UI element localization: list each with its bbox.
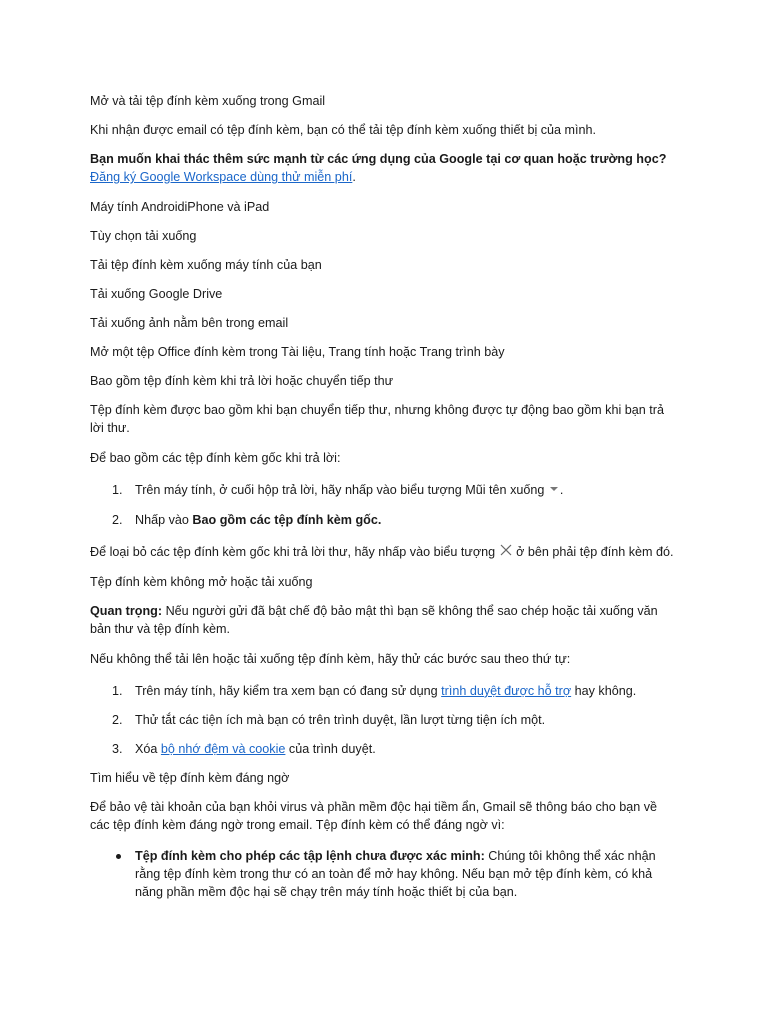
- step-number: 1.: [112, 483, 123, 497]
- include-heading: Bao gồm tệp đính kèm khi trả lời hoặc chuyển tiếp thư: [90, 374, 394, 388]
- troubleshoot-intro: Nếu không thể tải lên hoặc tải xuống tệp đính kèm, hãy thử các bước sau theo thứ tự:: [90, 651, 571, 666]
- list-item: [90, 711, 680, 729]
- cache-cookies-link[interactable]: bộ nhớ đệm và cookie: [160, 741, 286, 756]
- intro-paragraph: Khi nhận được email có tệp đính kèm, bạn có thể tải tệp đính kèm xuống thiết bị của mình.: [90, 123, 597, 137]
- step-text: Nhấp vào: [135, 512, 193, 527]
- bullet-icon: [116, 854, 121, 859]
- list-item: [90, 511, 680, 529]
- remove-text: Để loại bỏ các tệp đính kèm gốc khi trả lời thư, hãy nhấp vào biểu tượng: [90, 544, 496, 559]
- step-text: Thử tắt các tiện ích mà bạn có trên trình duyệt, lần lượt từng tiện ích một.: [135, 712, 546, 727]
- step-end: của trình duyệt.: [285, 741, 376, 756]
- important-label: Quan trọng:: [90, 603, 163, 618]
- devices-tabs-text: Máy tính AndroidiPhone và iPad: [90, 200, 270, 214]
- workspace-trial-link[interactable]: Đăng ký Google Workspace dùng thử miễn phí: [90, 170, 353, 184]
- troubleshoot-steps-list: [90, 682, 680, 758]
- promo-bold-text: Bạn muốn khai thác thêm sức mạnh từ các ứng dụng của Google tại cơ quan hoặc trường học?: [90, 152, 667, 166]
- suspicious-heading: Tìm hiểu về tệp đính kèm đáng ngờ: [90, 770, 290, 785]
- close-icon: [499, 543, 513, 562]
- include-steps-list: [90, 481, 680, 529]
- page-title: Mở và tải tệp đính kèm xuống trong Gmail: [90, 94, 326, 108]
- download-options-heading: Tùy chọn tải xuống: [90, 229, 197, 243]
- download-drive-heading: Tải xuống Google Drive: [90, 287, 223, 301]
- step-end: hay không.: [571, 683, 637, 698]
- remove-paragraph: [90, 543, 680, 562]
- list-item: [90, 740, 680, 758]
- step-end: .: [559, 483, 564, 497]
- step-text: Trên máy tính, hãy kiểm tra xem bạn có đang sử dụng: [135, 683, 442, 698]
- step-text: Xóa: [135, 741, 161, 756]
- remove-text-end: ở bên phải tệp đính kèm đó.: [516, 544, 674, 559]
- list-item: [90, 682, 680, 700]
- supported-browser-link[interactable]: trình duyệt được hỗ trợ: [441, 683, 572, 698]
- suspicious-reasons-list: [90, 847, 680, 901]
- promo-paragraph: [90, 150, 680, 186]
- step-number: 2.: [112, 512, 123, 527]
- include-intro: Để bao gồm các tệp đính kèm gốc khi trả lời:: [90, 451, 341, 465]
- step-text: Trên máy tính, ở cuối hộp trả lời, hãy nhấp vào biểu tượng Mũi tên xuống: [135, 483, 545, 497]
- document-content: [90, 92, 680, 901]
- step-number: 1.: [112, 683, 123, 698]
- bullet-bold-text: Tệp đính kèm cho phép các tập lệnh chưa được xác minh:: [135, 848, 485, 863]
- promo-end: .: [352, 170, 356, 184]
- list-item: [90, 847, 680, 901]
- important-paragraph: [90, 602, 680, 638]
- down-arrow-icon: [548, 482, 560, 500]
- download-images-heading: Tải xuống ảnh nằm bên trong email: [90, 316, 289, 330]
- important-text: Nếu người gửi đã bật chế độ bảo mật thì bạn sẽ không thể sao chép hoặc tải xuống văn bản thư và tệp đính kèm.: [90, 603, 658, 636]
- open-office-heading: Mở một tệp Office đính kèm trong Tài liệu, Trang tính hoặc Trang trình bày: [90, 345, 505, 359]
- suspicious-intro: Để bảo vệ tài khoản của bạn khỏi virus và phần mềm độc hại tiềm ẩn, Gmail sẽ thông báo cho bạn về các tệp đính kèm đáng ngờ trong email. Tệp đính kèm có thể đáng ngờ vì:: [90, 799, 658, 832]
- bullet-text: Chúng tôi không thể xác nhận rằng tệp đính kèm trong thư có an toàn để mở hay không. Nếu bạn mở tệp đính kèm, có khả năng phần mềm độc hại sẽ chạy trên máy tính hoặc thiết bị của bạn.: [135, 848, 656, 899]
- download-to-computer-heading: Tải tệp đính kèm xuống máy tính của bạn: [90, 258, 322, 272]
- list-item: [90, 481, 680, 500]
- step-number: 3.: [112, 741, 123, 756]
- step-bold-text: Bao gồm các tệp đính kèm gốc.: [192, 512, 382, 527]
- step-number: 2.: [112, 712, 123, 727]
- cannot-open-heading: Tệp đính kèm không mở hoặc tải xuống: [90, 574, 313, 589]
- include-paragraph: Tệp đính kèm được bao gồm khi bạn chuyển tiếp thư, nhưng không được tự động bao gồm khi bạn trả lời thư.: [90, 403, 664, 435]
